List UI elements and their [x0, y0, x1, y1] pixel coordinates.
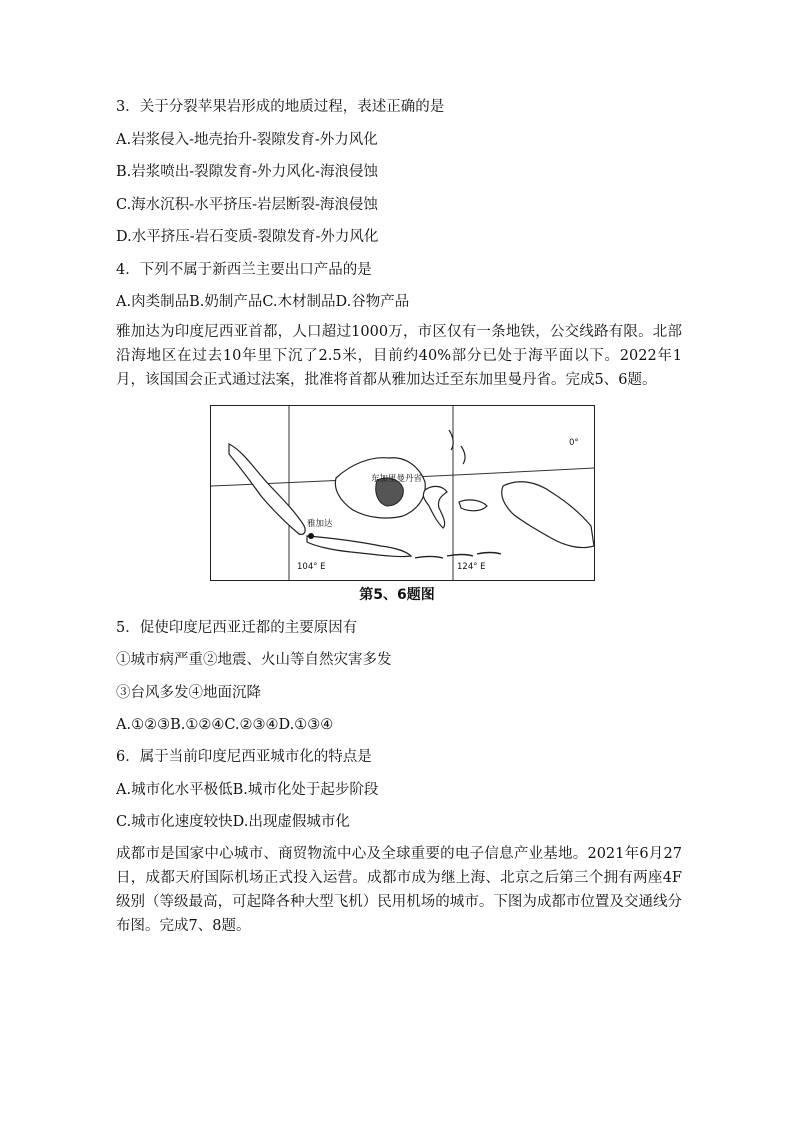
q5-stem: 5．促使印度尼西亚迁都的主要原因有: [116, 620, 358, 636]
q5-item-1: ①城市病严重②地震、火山等自然灾害多发: [116, 652, 392, 668]
q4-stem: 4．下列不属于新西兰主要出口产品的是: [116, 262, 372, 278]
q3-option-d: D.水平挤压-岩石变质-裂隙发育-外力风化: [116, 229, 379, 245]
label-equator: 0°: [569, 438, 579, 448]
island-new-guinea: [502, 482, 594, 548]
map-caption: 第5、6题图: [359, 587, 435, 603]
q3-stem: 3．关于分裂苹果岩形成的地质过程，表述正确的是: [116, 99, 445, 115]
island-java: [307, 536, 411, 557]
passage-jakarta: 雅加达为印度尼西亚首都，人口超过1000万，市区仅有一条地铁，公交线路有限。北部沿海地区在过去10年里下沉了2.5米，目前约40%部分已处于海平面以下。2022年1月，该国国会正式通过法案，批准将首都从雅加达迁至东加里曼丹省。完成5、6题。: [116, 324, 682, 388]
label-lon-104: 104° E: [297, 562, 326, 572]
q3-option-b: B.岩浆喷出-裂隙发育-外力风化-海浪侵蚀: [116, 164, 378, 180]
map-drawing: [211, 406, 594, 580]
q4-options: A.肉类制品B.奶制产品C.木材制品D.谷物产品: [116, 294, 410, 310]
label-jakarta: 雅加达: [307, 519, 333, 529]
island-philippines: [449, 430, 465, 464]
q6-option-ab: A.城市化水平极低B.城市化处于起步阶段: [116, 782, 379, 798]
label-east-kalimantan: 东加里曼丹省: [371, 474, 423, 484]
island-maluku: [459, 500, 487, 511]
island-sumatra: [229, 444, 305, 534]
island-chain-nusa-tenggara: [415, 553, 501, 559]
jakarta-marker: [308, 533, 314, 539]
label-lon-124: 124° E: [457, 562, 486, 572]
q3-option-c: C.海水沉积-水平挤压-岩层断裂-海浪侵蚀: [116, 197, 378, 213]
q5-item-2: ③台风多发④地面沉降: [116, 685, 261, 701]
indonesia-map: [210, 405, 595, 581]
passage-chengdu: 成都市是国家中心城市、商贸物流中心及全球重要的电子信息产业基地。2021年6月27日，成都天府国际机场正式投入运营。成都市成为继上海、北京之后第三个拥有两座4F级别（等级最高，可起降各种大型飞机）民用机场的城市。下图为成都市位置及交通线分布图。完成7、8题。: [116, 846, 682, 934]
q6-option-cd: C.城市化速度较快D.出现虚假城市化: [116, 814, 350, 830]
q5-options: A.①②③B.①②④C.②③④D.①③④: [116, 717, 334, 733]
q6-stem: 6．属于当前印度尼西亚城市化的特点是: [116, 749, 372, 765]
q3-option-a: A.岩浆侵入-地壳抬升-裂隙发育-外力风化: [116, 132, 378, 148]
island-sulawesi: [423, 486, 447, 528]
